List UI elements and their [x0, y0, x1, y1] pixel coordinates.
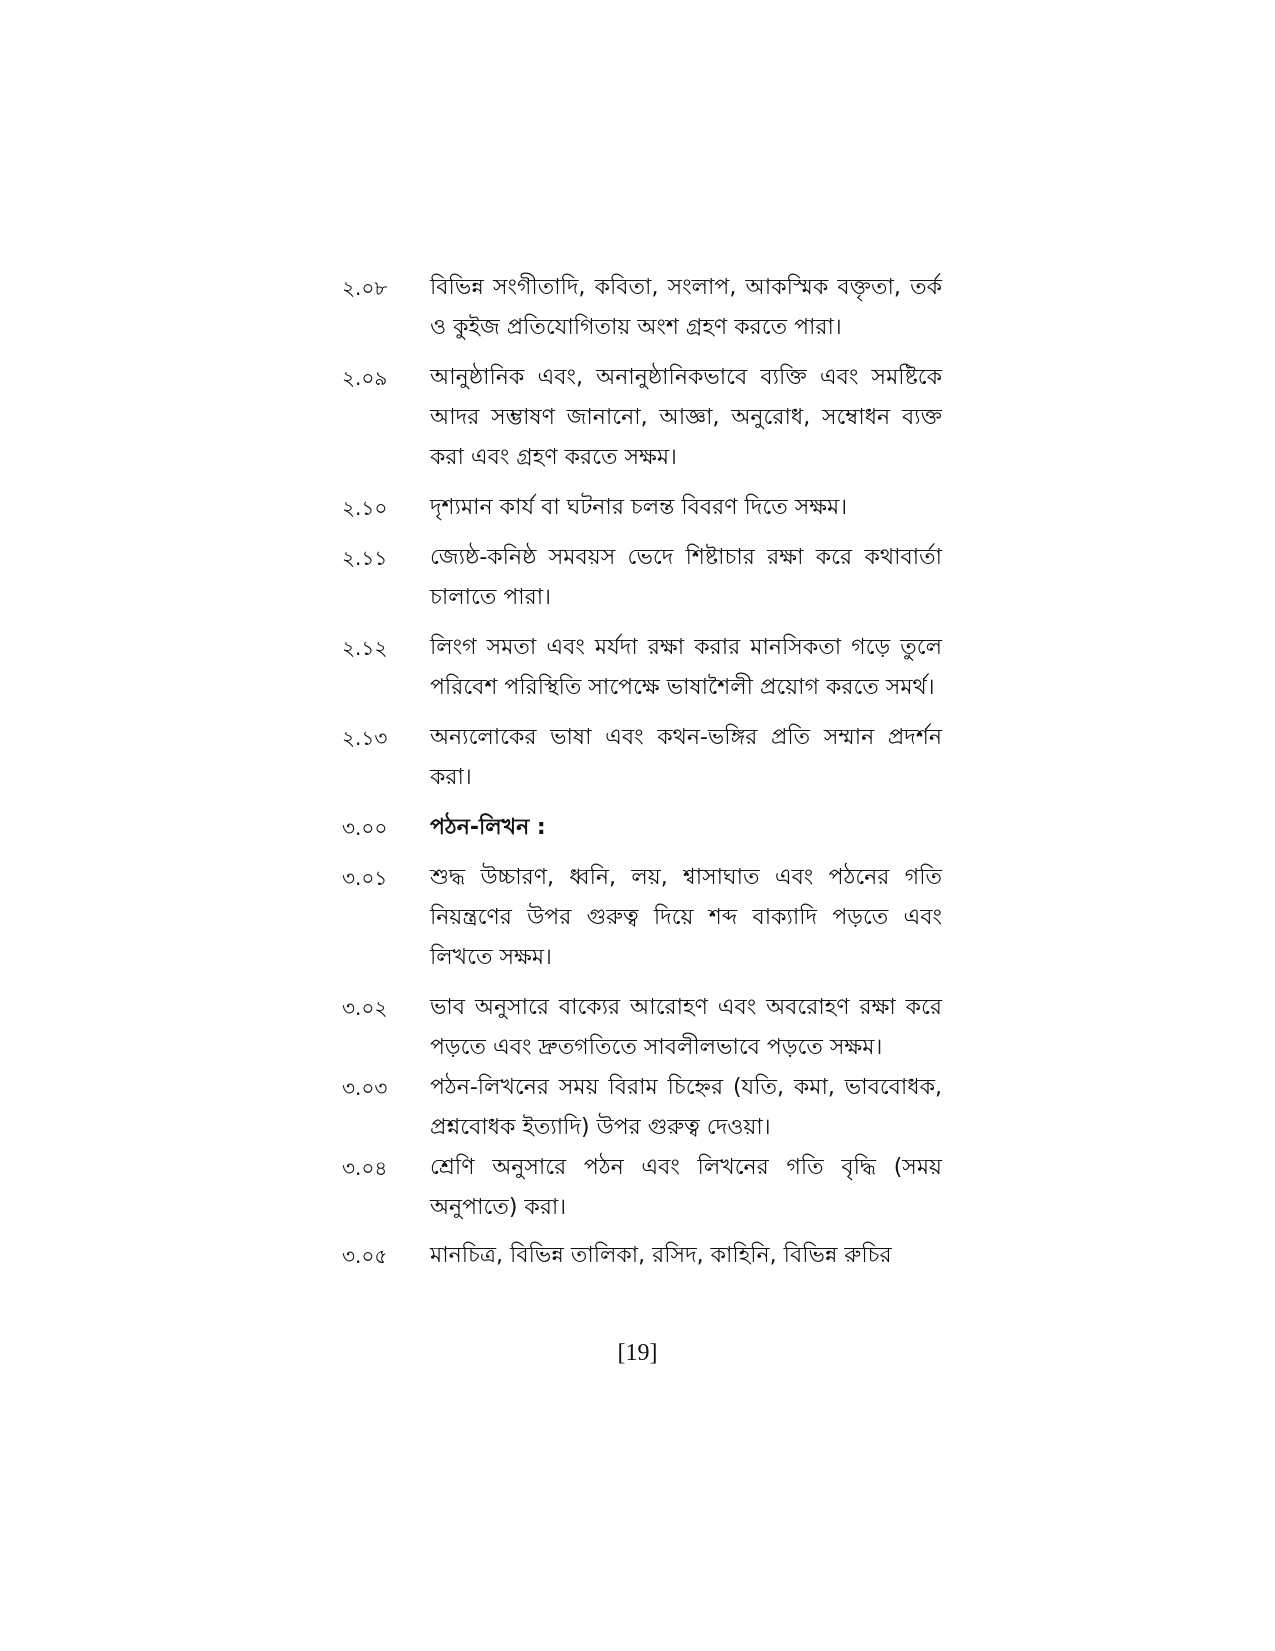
list-item [342, 1148, 942, 1228]
page-number: [19] [617, 1340, 658, 1366]
section-heading: পঠন-লিখন : [430, 815, 546, 840]
item-text: শুদ্ধ উচ্চারণ, ধ্বনি, লয়, শ্বাসাঘাত এবং পঠনের গতি নিয়ন্ত্রণের উপর গুরুত্ব দিয়ে শব্দ বাক্যাদি পড়তে এবং লিখতে সক্ষম। [430, 865, 942, 970]
item-number: ৩.০১ [342, 866, 388, 890]
item-number: ৩.০০ [342, 816, 388, 840]
item-number: ২.০৯ [342, 366, 388, 390]
item-number: ৩.০৪ [342, 1156, 388, 1180]
list-item [342, 988, 942, 1068]
page-content [342, 268, 942, 1276]
item-number: ২.১৩ [342, 726, 388, 750]
list-item [342, 858, 942, 978]
list-item [342, 718, 942, 798]
item-number: ২.১১ [342, 546, 388, 570]
item-text: আনুষ্ঠানিক এবং, অনানুষ্ঠানিকভাবে ব্যক্তি এবং সমষ্টিকে আদর সম্ভাষণ জানানো, আজ্ঞা, অনুরোধ, সম্বোধন ব্যক্ত করা এবং গ্রহণ করতে সক্ষম। [430, 365, 942, 470]
list-item [342, 538, 942, 618]
item-number: ২.১০ [342, 496, 388, 520]
item-text: জ্যেষ্ঠ-কনিষ্ঠ সমবয়স ভেদে শিষ্টাচার রক্ষা করে কথাবার্তা চালাতে পারা। [430, 545, 942, 610]
item-number: ২.০৮ [342, 276, 388, 300]
list-item [342, 1068, 942, 1148]
item-text: মানচিত্র, বিভিন্ন তালিকা, রসিদ, কাহিনি, বিভিন্ন রুচির [430, 1243, 892, 1268]
list-item [342, 1236, 942, 1276]
section-heading-item [342, 808, 942, 848]
item-text: ভাব অনুসারে বাক্যের আরোহণ এবং অবরোহণ রক্ষা করে পড়তে এবং দ্রুতগতিতে সাবলীলভাবে পড়তে সক্ষম। [430, 995, 942, 1060]
item-text: লিংগ সমতা এবং মর্যদা রক্ষা করার মানসিকতা গড়ে তুলে পরিবেশ পরিস্থিতি সাপেক্ষে ভাষাশৈলী প্রয়োগ করতে সমর্থ। [430, 635, 942, 700]
list-item [342, 488, 942, 528]
list-item [342, 268, 942, 348]
list-item [342, 628, 942, 708]
item-text: পঠন-লিখনের সময় বিরাম চিহ্নের (যতি, কমা, ভাববোধক, প্রশ্নবোধক ইত্যাদি) উপর গুরুত্ব দেওয়া। [430, 1075, 942, 1140]
item-text: অন্যলোকের ভাষা এবং কথন-ভঙ্গির প্রতি সম্মান প্রদর্শন করা। [430, 725, 942, 790]
list-item [342, 358, 942, 478]
item-number: ৩.০৫ [342, 1244, 388, 1268]
item-number: ৩.০৩ [342, 1076, 388, 1100]
item-text: দৃশ্যমান কার্য বা ঘটনার চলন্ত বিবরণ দিতে সক্ষম। [430, 495, 848, 520]
item-number: ২.১২ [342, 636, 388, 660]
item-text: বিভিন্ন সংগীতাদি, কবিতা, সংলাপ, আকস্মিক বক্তৃতা, তর্ক ও কুইজ প্রতিযোগিতায় অংশ গ্রহণ করতে পারা। [430, 275, 942, 340]
item-number: ৩.০২ [342, 996, 388, 1020]
item-text: শ্রেণি অনুসারে পঠন এবং লিখনের গতি বৃদ্ধি (সময় অনুপাতে) করা। [430, 1155, 942, 1220]
